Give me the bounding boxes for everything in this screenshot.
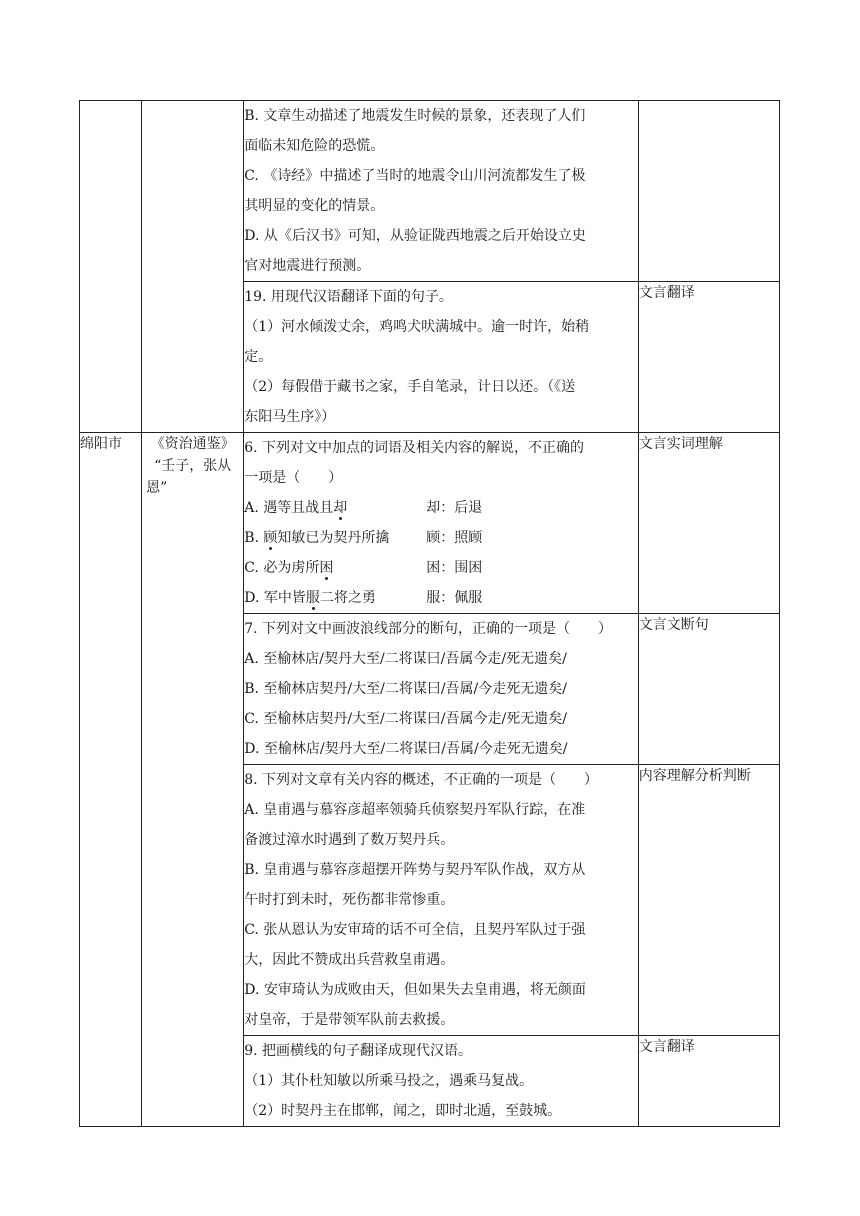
- source-cell: [142, 433, 244, 1127]
- type-cell: [638, 101, 779, 282]
- question-cell: [244, 765, 639, 1036]
- text-line: （1）河水倾泼丈余，鸡鸣犬吠满城中。逾一时许，始稍: [244, 319, 590, 335]
- text-line: B. 文章生动描述了地震发生时候的景象，还表现了人们: [244, 108, 586, 124]
- text-line: A. 至榆林店/契丹大至/二将谋曰/吾属今走/死无遗矣/: [244, 651, 567, 667]
- text-line: 面临未知危险的恐慌。: [244, 138, 385, 154]
- type-cell: 文言翻译: [638, 282, 779, 433]
- city-cell: 绵阳市: [80, 433, 142, 1127]
- text-line: C. 至榆林店契丹/大至/二将谋曰/吾属今走/死无遗矣/: [244, 711, 567, 727]
- option-gloss: 顾：照顾: [426, 530, 483, 546]
- dotted-word: 服: [305, 590, 320, 606]
- option-line: [244, 493, 638, 523]
- source-line: 《资治通鉴》: [150, 436, 235, 452]
- text-line: （2）时契丹主在邯郸，闻之，即时北遁，至鼓城。: [244, 1103, 562, 1119]
- option-gloss: 服：佩服: [426, 590, 483, 606]
- option-text: D. 军中皆: [244, 590, 306, 606]
- text-line: C. 张从恩认为安审琦的话不可全信，且契丹军队过于强: [244, 922, 586, 938]
- option-text: 知敏已为契丹所擒: [277, 530, 390, 546]
- text-line: 备渡过漳水时遇到了数万契丹兵。: [244, 832, 455, 848]
- text-line: D. 从《后汉书》可知，从验证陇西地震之后开始设立史: [244, 228, 586, 244]
- option-line: [244, 523, 638, 553]
- source-cell: [142, 101, 244, 433]
- text-line: 其明显的变化的情景。: [244, 198, 385, 214]
- dotted-word: 却: [333, 500, 348, 516]
- text-line: 大，因此不赞成出兵营救皇甫遇。: [244, 952, 455, 968]
- dotted-word: 困: [319, 560, 334, 576]
- type-cell: 内容理解分析判断: [638, 765, 779, 1036]
- text-line: B. 至榆林店契丹/大至/二将谋曰/吾属/今走死无遗矣/: [244, 681, 567, 697]
- option-gloss: 却：后退: [426, 500, 483, 516]
- table-row: [80, 101, 780, 282]
- option-gloss: 困：围困: [426, 560, 483, 576]
- text-line: 官对地震进行预测。: [244, 258, 371, 274]
- option-text: B.: [244, 530, 264, 546]
- type-cell: 文言翻译: [638, 1036, 779, 1127]
- text-line: C. 《诗经》中描述了当时的地震令山川河流都发生了极: [244, 168, 586, 184]
- text-line: 19. 用现代汉语翻译下面的句子。: [244, 289, 453, 305]
- city-cell: [80, 101, 142, 433]
- option-line: [244, 553, 638, 583]
- text-line: 午时打到未时，死伤都非常惨重。: [244, 892, 455, 908]
- text-line: （1）其仆杜知敏以所乘马投之，遇乘马复战。: [244, 1073, 534, 1089]
- text-line: 一项是（ ）: [244, 470, 343, 486]
- text-line: 对皇帝，于是带领军队前去救援。: [244, 1012, 455, 1028]
- text-line: D. 至榆林店/契丹大至/二将谋曰/吾属/今走死无遗矣/: [244, 741, 568, 757]
- option-text: 二将之勇: [319, 590, 376, 606]
- dotted-word: 顾: [263, 530, 278, 546]
- text-line: 9. 把画横线的句子翻译成现代汉语。: [244, 1043, 473, 1059]
- table-row: [80, 433, 780, 614]
- option-text: A. 遇等且战且: [244, 500, 334, 516]
- option-text: C. 必为虏所: [244, 560, 320, 576]
- type-cell: 文言文断句: [638, 614, 779, 765]
- option-line: [244, 583, 638, 613]
- text-line: D. 安审琦认为成败由天，但如果失去皇甫遇，将无颜面: [244, 982, 586, 998]
- text-line: B. 皇甫遇与慕容彦超摆开阵势与契丹军队作战，双方从: [244, 862, 586, 878]
- question-cell: [244, 282, 639, 433]
- text-line: A. 皇甫遇与慕容彦超率领骑兵侦察契丹军队行踪，在准: [244, 802, 586, 818]
- text-line: 8. 下列对文章有关内容的概述，不正确的一项是（ ）: [244, 772, 599, 788]
- question-table: [79, 100, 780, 1127]
- text-line: 6. 下列对文中加点的词语及相关内容的解说，不正确的: [244, 440, 585, 456]
- question-cell: [244, 433, 639, 614]
- type-cell: 文言实词理解: [638, 433, 779, 614]
- question-cell: [244, 101, 639, 282]
- text-line: （2）每假借于藏书之家，手自笔录，计日以还。（《送: [244, 379, 576, 395]
- source-line: “壬子，张从: [154, 458, 232, 474]
- text-line: 东阳马生序》）: [244, 409, 336, 425]
- question-cell: [244, 1036, 639, 1127]
- source-line: 恩”: [146, 480, 168, 496]
- question-cell: [244, 614, 639, 765]
- text-line: 7. 下列对文中画波浪线部分的断句，正确的一项是（ ）: [244, 621, 613, 637]
- text-line: 定。: [244, 349, 273, 365]
